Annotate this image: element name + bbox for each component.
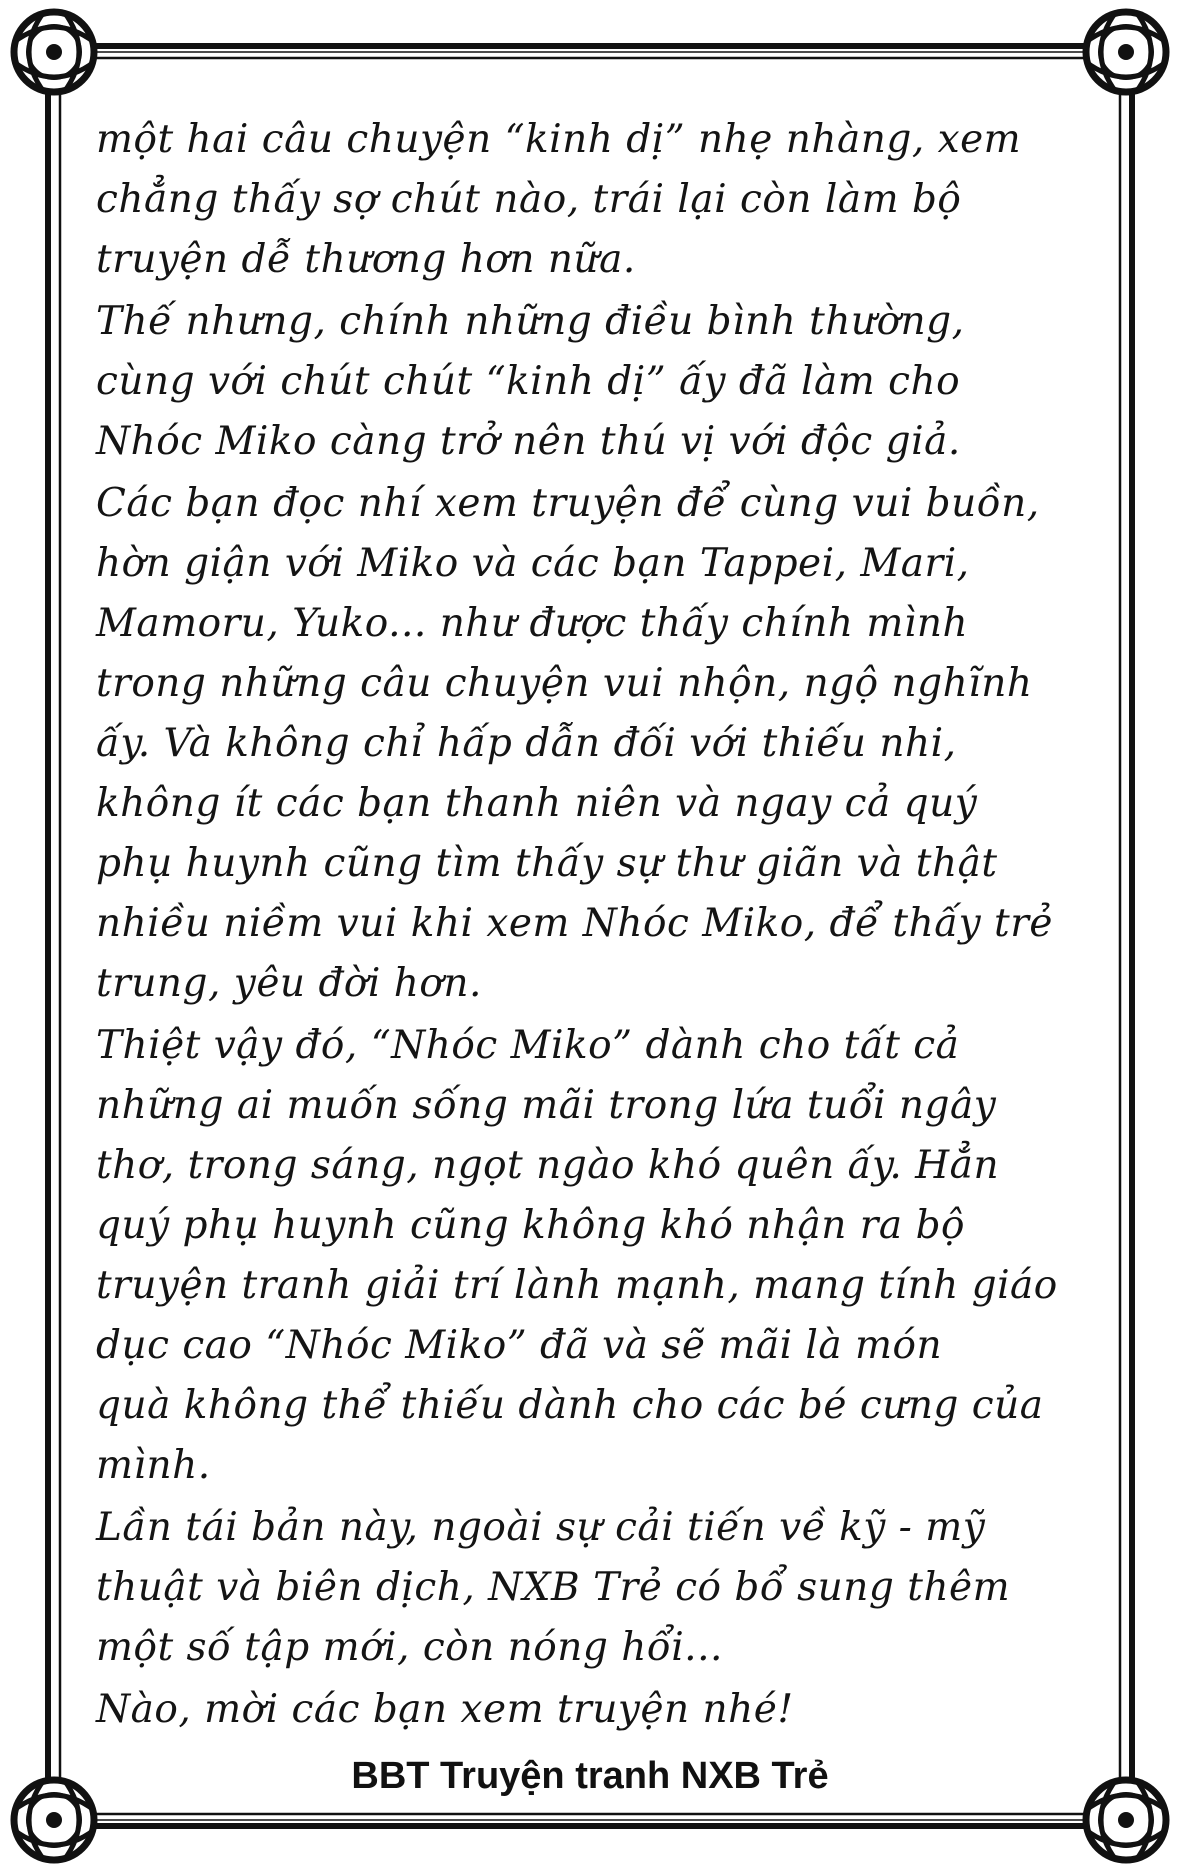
text-line: Lần tái bản này, ngoài sự cải tiến về kỹ - mỹ [96,1505,986,1550]
text-line: trung, yêu đời hơn. [96,961,482,1006]
paragraph [96,1680,1116,1740]
text-line: dục cao “Nhóc Miko” đã và sẽ mãi là món [96,1323,943,1368]
paragraph [96,110,1116,290]
text-line: trong những câu chuyện vui nhộn, ngộ nghĩnh [96,661,1033,706]
text-line: chẳng thấy sợ chút nào, trái lại còn làm bộ [96,177,962,222]
text-line: truyện dễ thương hơn nữa. [96,237,636,282]
text-line: Nào, mời các bạn xem truyện nhé! [96,1687,794,1732]
text-line: thuật và biên dịch, NXB Trẻ có bổ sung thêm [96,1565,1011,1610]
celtic-knot-corner-icon [1086,12,1166,92]
paragraph [96,1016,1116,1496]
text-line: Thế nhưng, chính những điều bình thường, [96,299,965,344]
signature: BBT Truyện tranh NXB Trẻ [351,1755,829,1797]
text-line: cùng với chút chút “kinh dị” ấy đã làm cho [96,359,961,404]
text-line: quý phụ huynh cũng không khó nhận ra bộ [96,1203,966,1248]
text-line: thơ, trong sáng, ngọt ngào khó quên ấy. Hẳn [96,1143,1000,1188]
text-line: phụ huynh cũng tìm thấy sự thư giãn và thật [96,841,998,886]
paragraph [96,292,1116,472]
text-line: mình. [96,1443,211,1488]
text-line: nhiều niềm vui khi xem Nhóc Miko, để thấy trẻ [96,901,1053,946]
text-line: một hai câu chuyện “kinh dị” nhẹ nhàng, xem [96,117,1022,162]
text-line: những ai muốn sống mãi trong lứa tuổi ngây [96,1083,997,1128]
text-line: Thiệt vậy đó, “Nhóc Miko” dành cho tất cả [96,1023,960,1068]
text-line: truyện tranh giải trí lành mạnh, mang tính giáo [96,1263,1058,1308]
page-text [96,110,1116,1740]
paragraph [96,474,1116,1014]
text-line: Mamoru, Yuko... như được thấy chính mình [96,601,969,646]
text-line: Các bạn đọc nhí xem truyện để cùng vui buồn, [96,481,1040,526]
text-line: ấy. Và không chỉ hấp dẫn đối với thiếu nhi, [96,721,957,766]
celtic-knot-corner-icon [14,12,94,92]
text-line: hờn giận với Miko và các bạn Tappei, Mari, [96,541,970,586]
text-line: quà không thể thiếu dành cho các bé cưng của [96,1383,1044,1428]
paragraph [96,1498,1116,1678]
text-line: Nhóc Miko càng trở nên thú vị với độc giả. [96,419,961,464]
text-line: một số tập mới, còn nóng hổi... [96,1625,723,1670]
text-line: không ít các bạn thanh niên và ngay cả quý [96,781,978,826]
